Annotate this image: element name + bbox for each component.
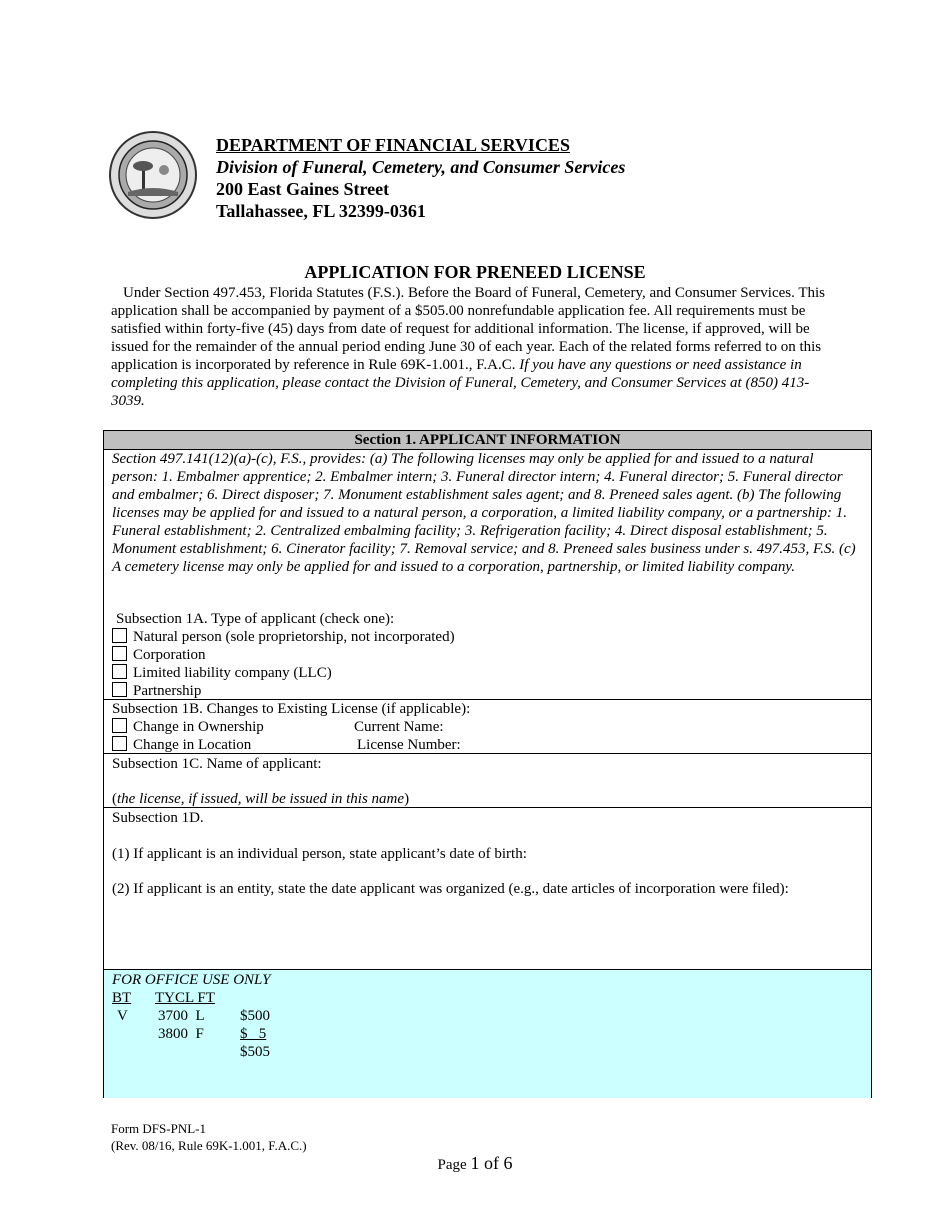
office-use-title: FOR OFFICE USE ONLY bbox=[112, 972, 271, 988]
page-count: 1 of 6 bbox=[470, 1153, 513, 1173]
paren: ) bbox=[404, 791, 410, 807]
date-of-birth-question: (1) If applicant is an individual person, state applicant’s date of birth: bbox=[112, 846, 527, 862]
option-label: Limited liability company (LLC) bbox=[133, 665, 332, 681]
applicant-type-option[interactable] bbox=[112, 646, 206, 664]
bt-header: BT bbox=[112, 990, 132, 1006]
fee-code-2: 3800 F bbox=[158, 1026, 204, 1042]
option-label: Natural person (sole proprietorship, not incorporated) bbox=[133, 629, 455, 645]
checkbox[interactable] bbox=[112, 646, 127, 661]
change-ownership-option[interactable] bbox=[112, 718, 264, 736]
intro-paragraph bbox=[111, 284, 831, 410]
change-location-option[interactable] bbox=[112, 736, 251, 754]
divider bbox=[103, 807, 872, 808]
section-1-heading: Section 1. APPLICANT INFORMATION bbox=[104, 431, 871, 450]
checkbox[interactable] bbox=[112, 628, 127, 643]
division-name: Division of Funeral, Cemetery, and Consumer Services bbox=[216, 157, 626, 177]
fee-code-1: 3700 L bbox=[158, 1008, 205, 1024]
fee-total: $505 bbox=[240, 1044, 270, 1060]
city-address: Tallahassee, FL 32399-0361 bbox=[216, 201, 426, 221]
applicant-name-note bbox=[112, 790, 409, 808]
subsection-1b-label: Subsection 1B. Changes to Existing License (if applicable): bbox=[112, 701, 471, 717]
form-title: APPLICATION FOR PRENEED LICENSE bbox=[304, 262, 646, 282]
bt-value: V bbox=[117, 1008, 128, 1024]
date-organized-question: (2) If applicant is an entity, state the date applicant was organized (e.g., date articles of incorporation were filed): bbox=[112, 881, 789, 897]
florida-state-seal-icon bbox=[108, 130, 198, 220]
subsection-1c-label: Subsection 1C. Name of applicant: bbox=[112, 756, 322, 772]
checkbox[interactable] bbox=[112, 718, 127, 733]
page-word: Page bbox=[437, 1157, 467, 1173]
applicant-type-option[interactable] bbox=[112, 664, 332, 682]
form-number: Form DFS-PNL-1 bbox=[111, 1121, 206, 1136]
current-name-label: Current Name: bbox=[354, 719, 444, 735]
form-revision: (Rev. 08/16, Rule 69K-1.001, F.A.C.) bbox=[111, 1138, 307, 1153]
paren: ( bbox=[112, 791, 117, 807]
license-number-label: License Number: bbox=[357, 737, 461, 753]
fee-amount-1: $500 bbox=[240, 1008, 270, 1024]
fee-amount-2: $ 5 bbox=[240, 1026, 267, 1042]
option-label: Corporation bbox=[133, 647, 206, 663]
street-address: 200 East Gaines Street bbox=[216, 179, 390, 199]
department-name: DEPARTMENT OF FINANCIAL SERVICES bbox=[216, 135, 570, 155]
checkbox[interactable] bbox=[112, 664, 127, 679]
tycl-ft-header: TYCL FT bbox=[155, 990, 215, 1006]
option-label: Partnership bbox=[133, 683, 202, 699]
note-text: the license, if issued, will be issued in this name bbox=[117, 791, 405, 807]
page-number bbox=[0, 1153, 950, 1174]
statute-text: Section 497.141(12)(a)-(c), F.S., provides: (a) The following licenses may only be applied for and issued to a natural person: 1. Embalmer apprentice; 2. Embalmer intern; 3. Funeral director intern; 4. Funeral director; 5. Funeral director and embalmer; 6. Direct disposer; 7. Monument establishment sales agent; and 8. Preneed sales agent. (b) The following licenses may be applied for and issued to a natural person, a corporation, a limited liability company, or a partnership: 1. Funeral establishment; 2. Centralized embalming facility; 3. Refrigeration facility; 4. Direct disposal establishment; 5. Monument establishment; 6. Cinerator facility; 7. Removal service; and 8. Preneed sales business under s. 497.453, F.S. (c) A cemetery license may only be applied for and issued to a corporation, partnership, or limited liability company. bbox=[112, 451, 856, 575]
applicant-type-option[interactable] bbox=[112, 682, 201, 700]
intro-contact-text: If you have any questions or need assistance in completing this application, please contact the Division of Funeral, Cemetery, and Consumer Services at (850) 413-3039. bbox=[111, 357, 810, 409]
option-label: Change in Ownership bbox=[133, 719, 264, 735]
applicant-type-option[interactable] bbox=[112, 628, 455, 646]
divider bbox=[103, 753, 872, 754]
subsection-1a-label: Subsection 1A. Type of applicant (check one): bbox=[116, 611, 395, 627]
checkbox[interactable] bbox=[112, 736, 127, 751]
subsection-1d-label: Subsection 1D. bbox=[112, 810, 204, 826]
option-label: Change in Location bbox=[133, 737, 252, 753]
intro-text: Under Section 497.453, Florida Statutes (F.S.). Before the Board of Funeral, Cemetery, and Consumer Services. This application shall be accompanied by payment of a $505.00 nonrefundable application fee. All requirements must be satisfied within forty-five (45) days from date of request for additional information. The license, if approved, will be issued for the remainder of the annual period ending June 30 of each year. Each of the related forms referred to on this application is incorporated by reference in Rule 69K-1.001., F.A.C. bbox=[111, 285, 826, 373]
checkbox[interactable] bbox=[112, 682, 127, 697]
